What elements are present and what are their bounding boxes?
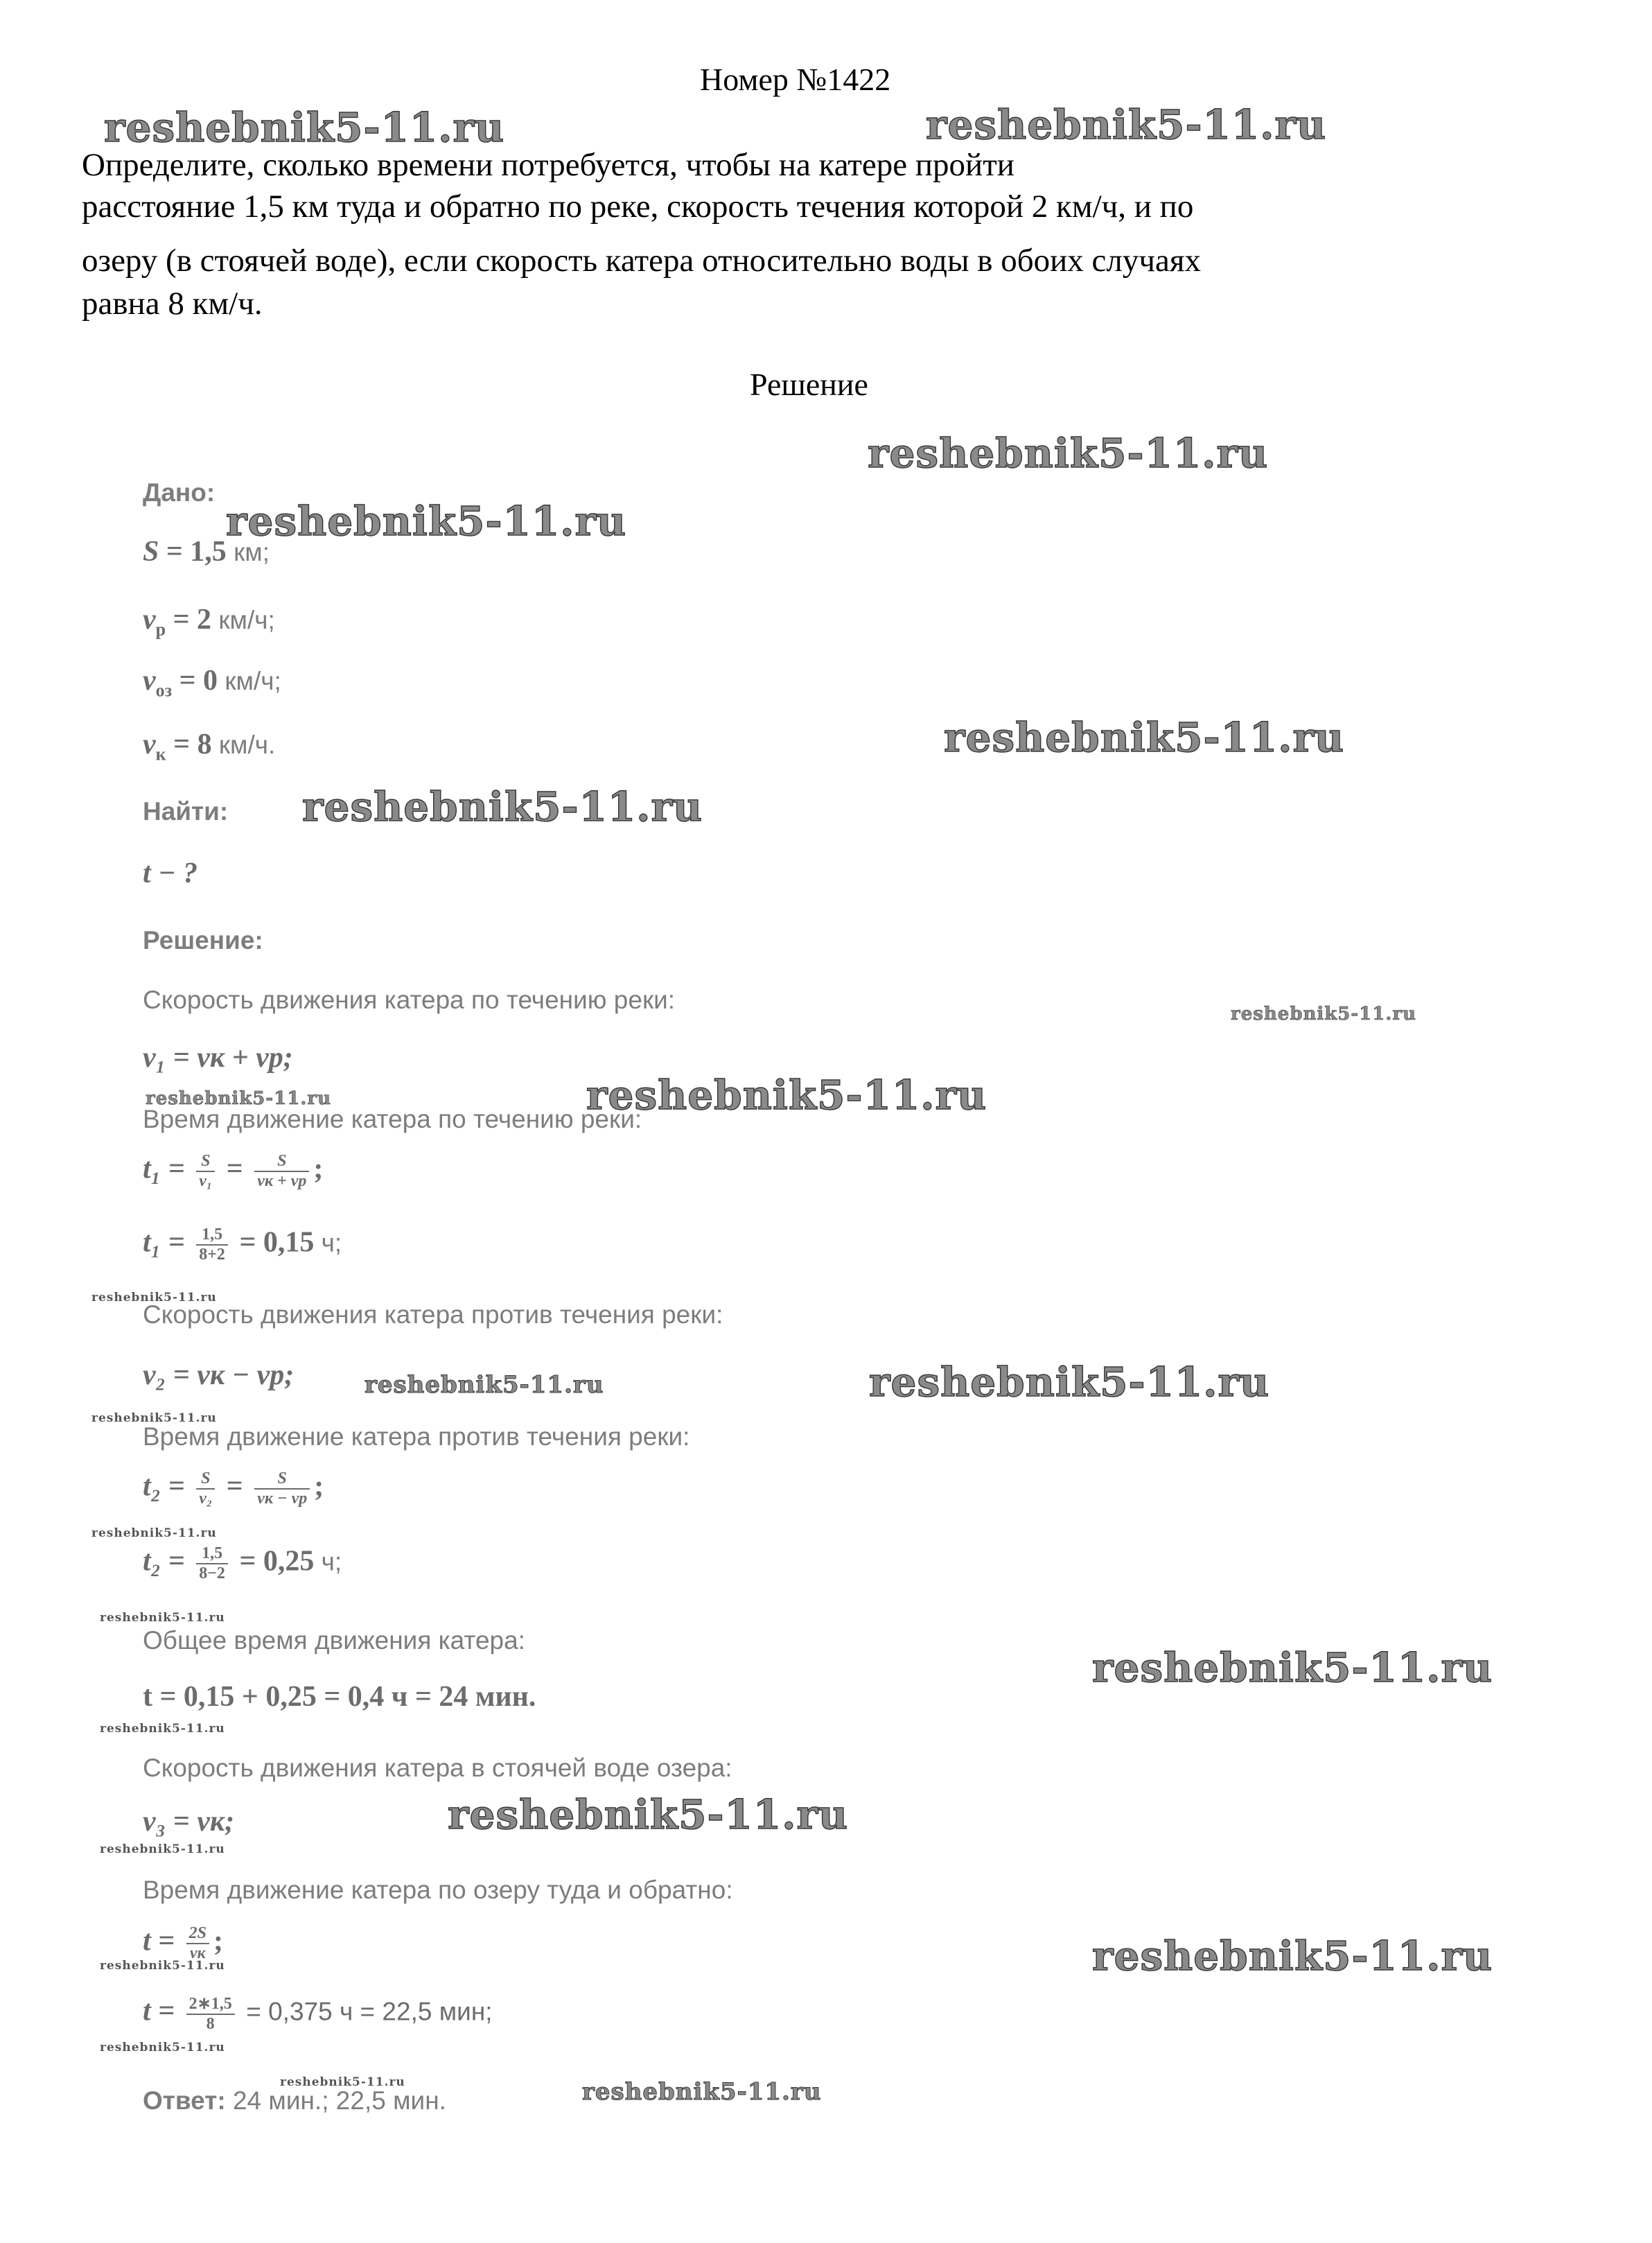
watermark: reshebnik5-11.ru (926, 101, 1327, 148)
watermark: reshebnik5-11.ru (91, 1526, 217, 1540)
watermark: reshebnik5-11.ru (869, 1359, 1270, 1406)
watermark: reshebnik5-11.ru (100, 1611, 225, 1625)
given-lake-speed: $v_{оз} = 0$ км/ч; (143, 665, 281, 701)
watermark: reshebnik5-11.ru (1092, 1932, 1493, 1980)
step-formula: t₂ = $\frac{1,5}{8-2}$ = 0,25 ч; (143, 1544, 342, 1582)
watermark: reshebnik5-11.ru (302, 783, 703, 830)
given-label: Дано: (143, 478, 216, 507)
watermark: reshebnik5-11.ru (944, 714, 1345, 761)
watermark: reshebnik5-11.ru (100, 2041, 225, 2054)
step-formula: t = 0,15 + 0,25 = 0,4 ч = 24 мин. (143, 1681, 536, 1713)
answer: Ответ: 24 мин.; 22,5 мин. (143, 2086, 446, 2115)
watermark: reshebnik5-11.ru (280, 2075, 405, 2089)
problem-line: равна 8 км/ч. (82, 286, 263, 322)
step-formula: t = $\frac{2S}{vк}$ ; (143, 1924, 223, 1962)
step-text: Общее время движения катера: (143, 1626, 525, 1655)
step-formula: t₁ = $\frac{1,5}{8+2}$ = 0,15 ч; (143, 1225, 342, 1264)
watermark: reshebnik5-11.ru (1092, 1644, 1493, 1691)
watermark: reshebnik5-11.ru (868, 430, 1269, 477)
watermark: reshebnik5-11.ru (364, 1371, 604, 1399)
step-formula: t₁ = $\frac{S}{\text{v₁}}$ = $\frac{S}{vк + vр}$ ; (143, 1152, 324, 1190)
solution-label: Решение: (143, 926, 263, 954)
step-formula: v₁ = vк + vр; (143, 1042, 293, 1074)
given-river-speed: $v_р = 2$ км/ч; (143, 604, 275, 640)
problem-line: озеру (в стоячей воде), если скорость катера относительно воды в обоих случаях (82, 243, 1201, 279)
watermark: reshebnik5-11.ru (104, 104, 505, 151)
watermark: reshebnik5-11.ru (100, 1959, 225, 1973)
watermark: reshebnik5-11.ru (226, 498, 627, 545)
watermark: reshebnik5-11.ru (91, 1411, 217, 1425)
step-formula: v₂ = vк − vр; (143, 1359, 295, 1391)
watermark: reshebnik5-11.ru (448, 1791, 849, 1838)
watermark: reshebnik5-11.ru (100, 1842, 225, 1856)
watermark: reshebnik5-11.ru (100, 1722, 225, 1736)
step-formula: v₃ = vк; (143, 1806, 235, 1838)
problem-line: расстояние 1,5 км туда и обратно по реке, скорость течения которой 2 км/ч, и по (82, 189, 1194, 225)
step-text: Время движение катера по озеру туда и обратно: (143, 1876, 733, 1904)
watermark: reshebnik5-11.ru (91, 1291, 217, 1304)
step-formula: t = $\frac{2∗1,5}{8}$ = 0,375 ч = 22,5 мин; (143, 1995, 493, 2033)
step-text: Скорость движения катера против течения реки: (143, 1300, 723, 1329)
watermark: reshebnik5-11.ru (146, 1088, 332, 1109)
step-text: Время движение катера против течения реки: (143, 1422, 690, 1451)
given-boat-speed: $v_к = 8$ км/ч. (143, 728, 276, 765)
step-text: Скорость движения катера по течению реки: (143, 986, 676, 1014)
step-text: Скорость движения катера в стоячей воде озера: (143, 1754, 732, 1782)
solution-heading: Решение (750, 367, 868, 402)
watermark: reshebnik5-11.ru (582, 2078, 822, 2106)
find-value: t − ? (143, 857, 198, 889)
page-title: Номер №1422 (700, 62, 891, 97)
step-text: Время движение катера по течению реки: (143, 1105, 642, 1133)
watermark: reshebnik5-11.ru (1231, 1004, 1417, 1024)
problem-line: Определите, сколько времени потребуется, чтобы на катере пройти (82, 147, 1014, 183)
step-formula: t₂ = $\frac{S}{\text{v₂}}$ = $\frac{S}{vк - vр}$ ; (143, 1469, 324, 1508)
given-distance: S = 1,5 км; (143, 536, 270, 568)
watermark: reshebnik5-11.ru (586, 1072, 987, 1119)
find-label: Найти: (143, 797, 229, 826)
